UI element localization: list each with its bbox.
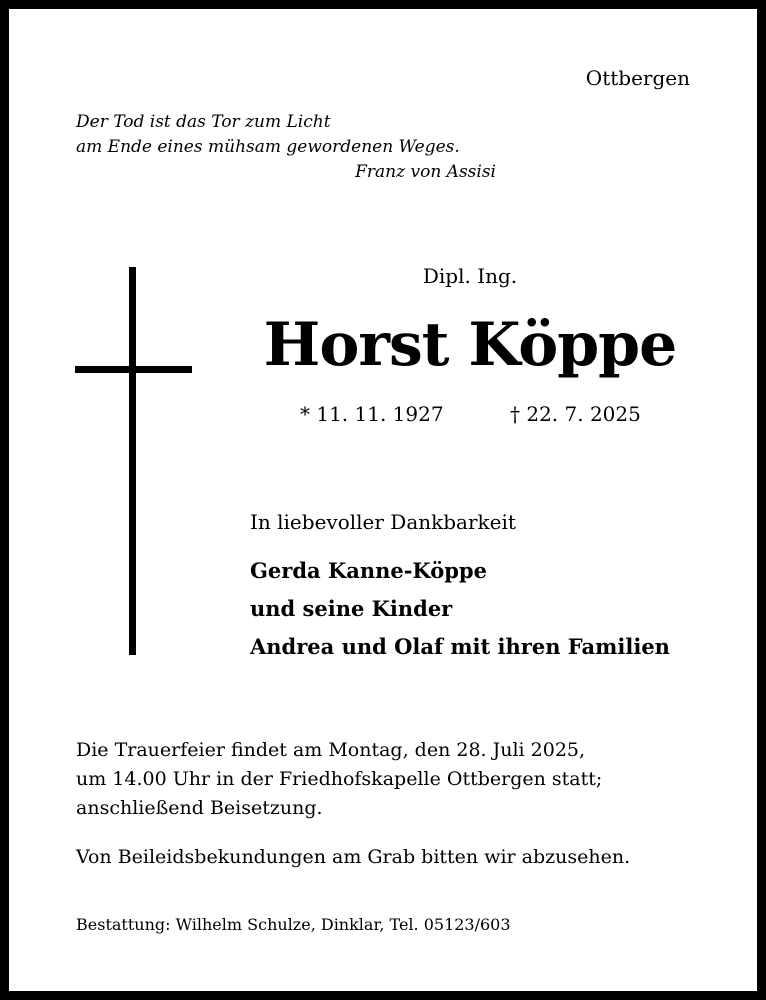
academic-title: Dipl. Ing. [422,264,518,288]
mourners-intro: In liebevoller Dankbarkeit [250,510,516,534]
mourners-block [250,510,670,666]
cross-horizontal-bar [75,366,192,373]
service-line: anschließend Beisetzung. [76,797,323,819]
service-line: um 14.00 Uhr in der Friedhofskapelle Ottbergen statt; [76,768,603,790]
service-line: Die Trauerfeier findet am Montag, den 28. Juli 2025, [76,739,586,761]
mourner-line: und seine Kinder [250,596,453,621]
quote-block [76,110,496,185]
service-info [76,736,692,823]
quote-author: Franz von Assisi [355,162,496,182]
mourner-line: Andrea und Olaf mit ihren Familien [250,634,670,659]
birth-date: * 11. 11. 1927 [300,402,444,426]
cross-vertical-bar [129,267,136,655]
condolence-note: Von Beileidsbekundungen am Grab bitten wir abzusehen. [76,846,631,868]
deceased-name: Horst Köppe [263,310,677,380]
mourner-line: Gerda Kanne-Köppe [250,558,487,583]
quote-line: Der Tod ist das Tor zum Licht [76,112,331,132]
location-label: Ottbergen [585,66,690,90]
funeral-home-info: Bestattung: Wilhelm Schulze, Dinklar, Tel. 05123/603 [76,915,511,934]
death-date: † 22. 7. 2025 [510,402,641,426]
quote-line: am Ende eines mühsam gewordenen Weges. [76,137,460,157]
